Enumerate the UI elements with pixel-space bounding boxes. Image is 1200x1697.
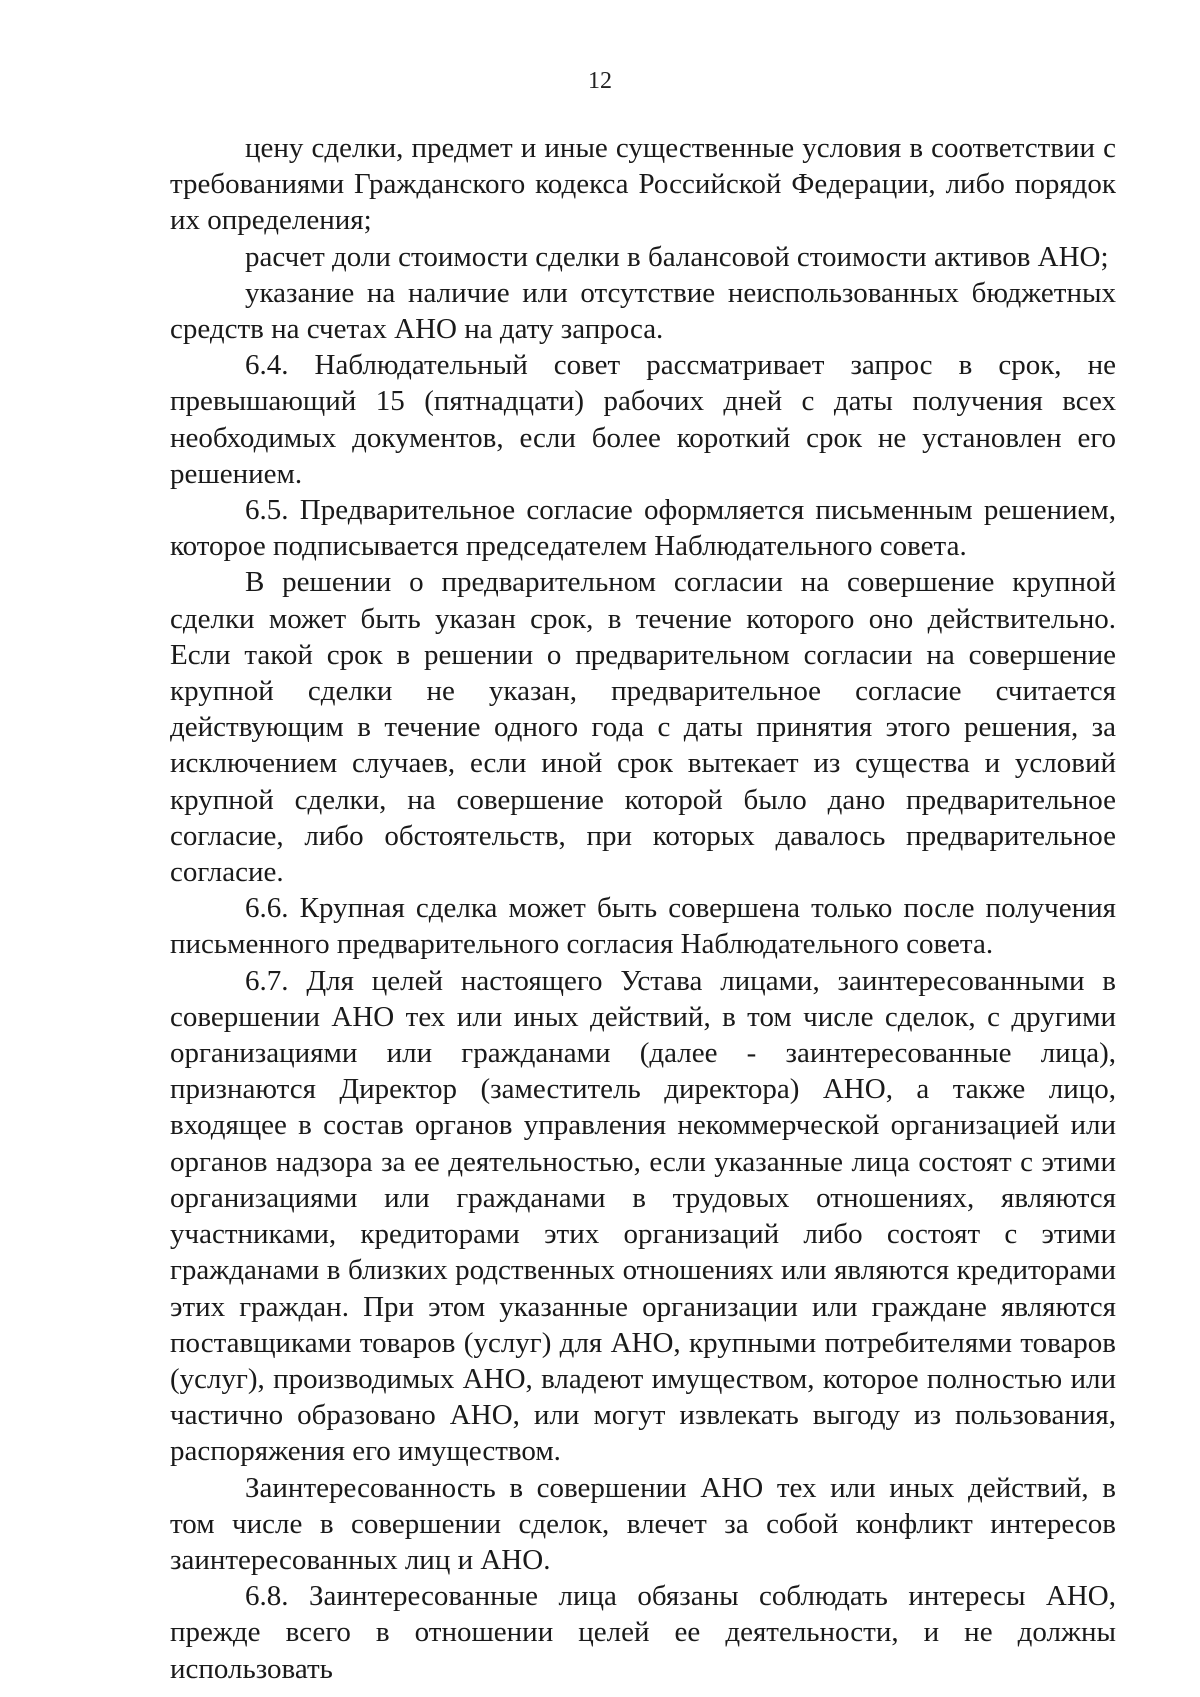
paragraph-6-7: 6.7. Для целей настоящего Устава лицами, заинтересованными в совершении АНО тех или иных действий, в том числе сделок, с другими организациями или гражданами (далее - заинтересованные лица), признаются Директор (заместитель директора) АНО, а также лицо, входящее в состав органов управления некоммерческой организацией или органов надзора за ее деятельностью, если указанные лица состоят с этими организациями или гражданами в трудовых отношениях, являются участниками, кредиторами этих организаций либо состоят с этими гражданами в близких родственных отношениях или являются кредиторами этих граждан. При этом указанные организации или граждане являются поставщиками товаров (услуг) для АНО, крупными потребителями товаров (услуг), производимых АНО, владеют имуществом, которое полностью или частично образовано АНО, или могут извлекать выгоду из пользования, распоряжения его имуществом. (170, 964, 1116, 1468)
paragraph-deal-terms: цену сделки, предмет и иные существенные условия в соответствии с требованиями Гражданского кодекса Российской Федерации, либо порядок их определения; (170, 132, 1116, 237)
paragraph-6-5: 6.5. Предварительное согласие оформляется письменным решением, которое подписывается председателем Наблюдательного совета. (170, 494, 1116, 563)
paragraph-6-6: 6.6. Крупная сделка может быть совершена только после получения письменного предварительного согласия Наблюдательного совета. (170, 892, 1116, 961)
paragraph-6-8: 6.8. Заинтересованные лица обязаны соблюдать интересы АНО, прежде всего в отношении целей ее деятельности, и не должны использовать (170, 1580, 1116, 1685)
page-body (170, 130, 1116, 1687)
paragraph-consent-term: В решении о предварительном согласии на совершение крупной сделки может быть указан срок, в течение которого оно действительно. Если такой срок в решении о предварительном согласии на совершение крупной сделки не указан, предварительное согласие считается действующим в течение одного года с даты принятия этого решения, за исключением случаев, если иной срок вытекает из существа и условий крупной сделки, на совершение которой было дано предварительное согласие, либо обстоятельств, при которых давалось предварительное согласие. (170, 566, 1116, 889)
page-number: 12 (588, 68, 612, 94)
paragraph-share-calculation: расчет доли стоимости сделки в балансовой стоимости активов АНО; (245, 240, 1109, 273)
paragraph-conflict-of-interest: Заинтересованность в совершении АНО тех или иных действий, в том числе в совершении сделок, влечет за собой конфликт интересов заинтересованных лиц и АНО. (170, 1471, 1116, 1576)
paragraph-6-4: 6.4. Наблюдательный совет рассматривает запрос в срок, не превышающий 15 (пятнадцати) рабочих дней с даты получения всех необходимых документов, если более короткий срок не установлен его решением. (170, 349, 1116, 490)
paragraph-budget-funds: указание на наличие или отсутствие неиспользованных бюджетных средств на счетах АНО на дату запроса. (170, 276, 1116, 346)
